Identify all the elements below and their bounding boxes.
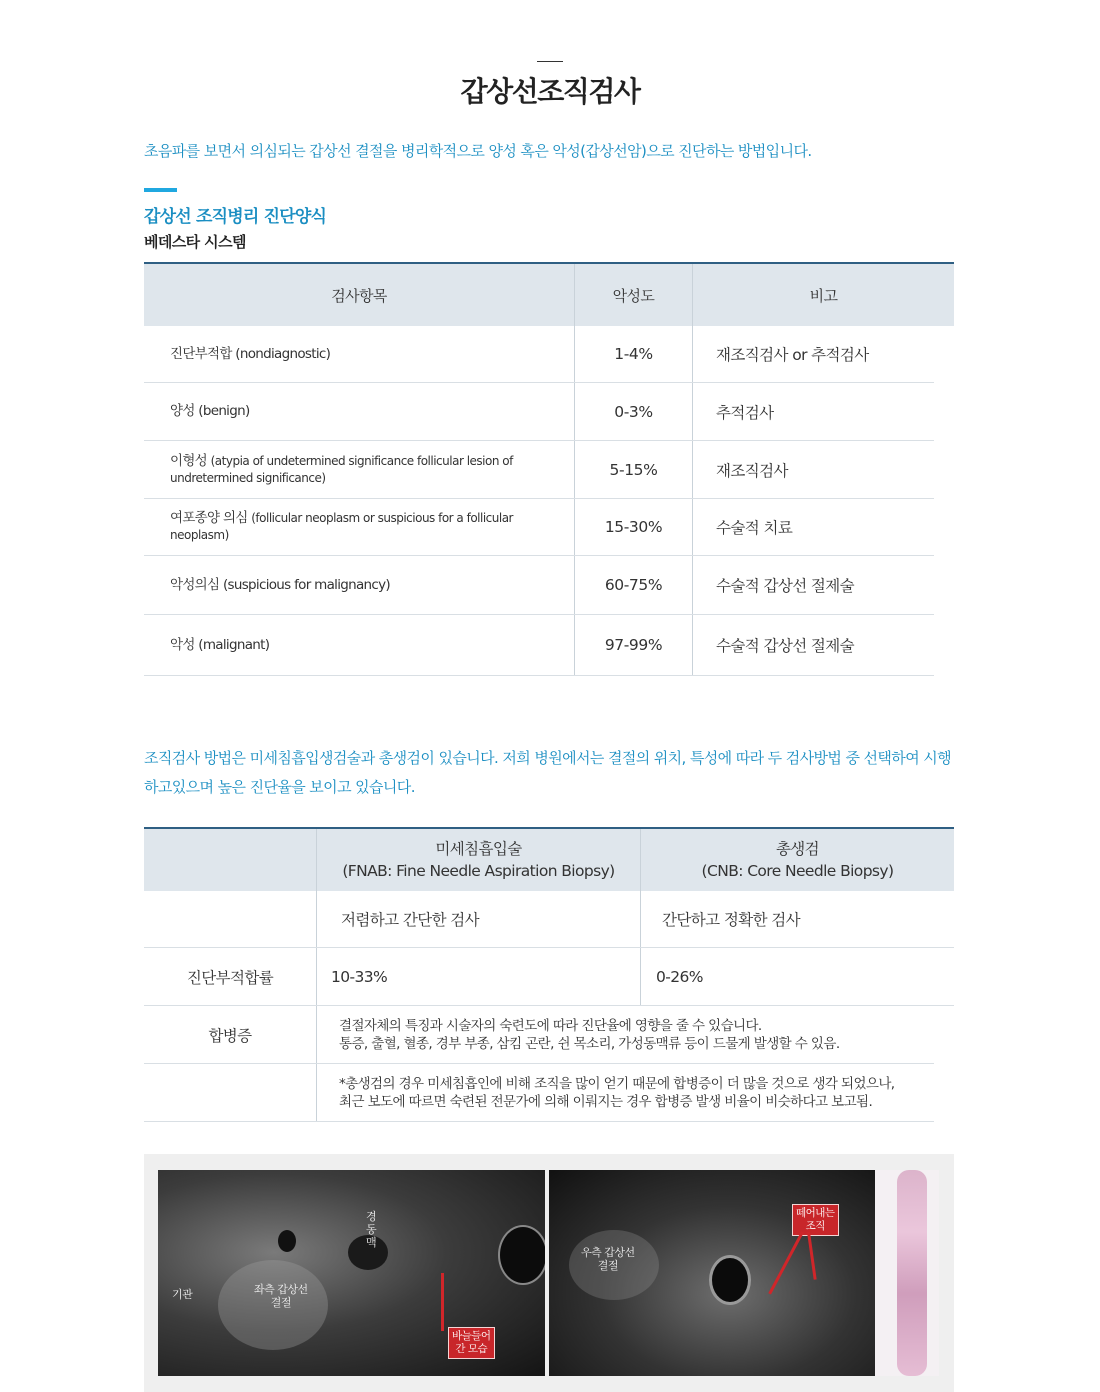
- row-item: [144, 499, 575, 555]
- vessel-shape: [709, 1255, 751, 1305]
- row-item-detail: (atypia of undetermined significance follicular lesion of undretermined significance): [170, 453, 513, 485]
- biopsy-comparison-table: [144, 827, 954, 1122]
- cnb-description: 간단하고 정확한 검사: [662, 911, 801, 929]
- header-cnb: [641, 829, 954, 891]
- cnb-name: 총생검: [775, 840, 820, 858]
- fnab-rate: 10-33%: [317, 948, 641, 1005]
- table-row-rate: [144, 948, 954, 1006]
- cnb-rate: 0-26%: [656, 967, 703, 986]
- row-label-blank: [144, 891, 317, 947]
- fnab-name: 미세침흡입술: [435, 840, 522, 858]
- note-text: [317, 1064, 934, 1121]
- intro-text: 초음파를 보면서 의심되는 갑상선 결절을 병리학적으로 양성 혹은 악성(갑상선암)으로 진단하는 방법입니다.: [144, 142, 812, 160]
- header-fnab: [317, 829, 641, 891]
- table-row: [144, 556, 934, 615]
- table-row: [144, 383, 934, 441]
- row-malignancy: 1-4%: [575, 326, 693, 382]
- row-note: 수술적 갑상선 절제술: [716, 577, 855, 595]
- ultrasound-image-panel: [144, 1154, 954, 1392]
- dark-spot: [278, 1230, 296, 1252]
- tissue-arrow: [768, 1231, 804, 1294]
- row-item: 양성 (benign): [144, 383, 575, 440]
- bethesda-table: [144, 262, 954, 676]
- trachea-label: 기관: [172, 1288, 193, 1301]
- needle-arrow: [441, 1273, 444, 1331]
- fnab-abbr: (FNAB: Fine Needle Aspiration Biopsy): [342, 862, 615, 880]
- table-row: [144, 615, 934, 676]
- header-malignancy: 악성도: [575, 264, 693, 326]
- needle-callout: 바늘들어 간 모습: [448, 1327, 495, 1359]
- row-note: 수술적 갑상선 절제술: [716, 637, 855, 655]
- ultrasound-fnab-image: [158, 1170, 545, 1376]
- table-row: [144, 441, 934, 499]
- table-header: [144, 827, 954, 891]
- row-note: 추적검사: [716, 403, 774, 422]
- complications-label: 합병증: [144, 1006, 317, 1063]
- right-nodule-label: 우측 갑상선 결절: [581, 1246, 635, 1272]
- complications-line-2: 통증, 출혈, 혈종, 경부 부종, 삼킴 곤란, 쉰 목소리, 가성동맥류 등이 드물게 발생할 수 있음.: [339, 1035, 840, 1052]
- vessel-shape: [498, 1225, 545, 1285]
- title-rule: [537, 61, 563, 62]
- row-item-detail: (follicular neoplasm or suspicious for a follicular neoplasm): [170, 511, 513, 542]
- row-malignancy: 0-3%: [575, 383, 693, 440]
- fnab-description: 저렴하고 간단한 검사: [317, 891, 641, 947]
- complications-line-1: 결절자체의 특징과 시술자의 숙련도에 따라 진단율에 영향을 줄 수 있습니다.: [339, 1017, 762, 1034]
- table-row-complications: [144, 1006, 934, 1064]
- section-accent-bar: [144, 188, 177, 192]
- tissue-arrow: [807, 1232, 817, 1280]
- section-subtitle: 베데스타 시스템: [144, 233, 246, 251]
- ultrasound-cnb-image: [549, 1170, 875, 1376]
- page-title: 갑상선조직검사: [460, 75, 640, 108]
- row-malignancy: 97-99%: [575, 615, 693, 675]
- row-item: 악성 (malignant): [144, 615, 575, 675]
- row-malignancy: 60-75%: [575, 556, 693, 614]
- header-item: 검사항목: [144, 264, 575, 326]
- header-blank: [144, 829, 317, 891]
- row-note: 재조직검사: [716, 461, 788, 480]
- section-title: 갑상선 조직병리 진단양식: [144, 207, 327, 227]
- row-item: 악성의심 (suspicious for malignancy): [144, 556, 575, 614]
- note-label-blank: [144, 1064, 317, 1121]
- biopsy-methods-text: 조직검사 방법은 미세침흡입생검술과 총생검이 있습니다. 저희 병원에서는 결절의 위치, 특성에 따라 두 검사방법 중 선택하여 시행하고있으며 높은 진단율을 보이고 있습니다.: [144, 749, 952, 796]
- table-row: [144, 326, 934, 383]
- row-item-main: 여포종양 의심: [170, 510, 248, 526]
- header-note: 비고: [809, 286, 838, 305]
- complications-text: [317, 1006, 934, 1063]
- table-row-note: [144, 1064, 934, 1122]
- table-header: [144, 262, 954, 326]
- histology-image: [875, 1170, 939, 1376]
- note-line-2: 최근 보도에 따르면 숙련된 전문가에 의해 이뤄지는 경우 합병증 발생 비율이 비슷하다고 보고됨.: [339, 1093, 873, 1110]
- row-item-main: 이형성: [170, 452, 208, 469]
- rate-label: 진단부적합률: [144, 948, 317, 1005]
- row-malignancy: 15-30%: [575, 499, 693, 555]
- tissue-core-strip: [897, 1170, 927, 1376]
- note-line-1: *총생검의 경우 미세침흡인에 비해 조직을 많이 얻기 때문에 합병증이 더 많을 것으로 생각 되었으나,: [339, 1075, 895, 1092]
- row-note: 재조직검사 or 추적검사: [716, 346, 869, 364]
- left-nodule-label: 좌측 갑상선 결절: [254, 1283, 308, 1309]
- carotid-artery-label: 경 동 맥: [366, 1210, 377, 1249]
- tissue-callout: 떼어내는 조직: [792, 1204, 839, 1236]
- table-row: [144, 499, 934, 556]
- row-malignancy: 5-15%: [575, 441, 693, 498]
- row-item: 진단부적합 (nondiagnostic): [144, 326, 575, 382]
- cnb-abbr: (CNB: Core Needle Biopsy): [701, 862, 894, 880]
- row-item: [144, 441, 575, 498]
- table-row-description: [144, 891, 954, 948]
- row-note: 수술적 치료: [716, 519, 793, 537]
